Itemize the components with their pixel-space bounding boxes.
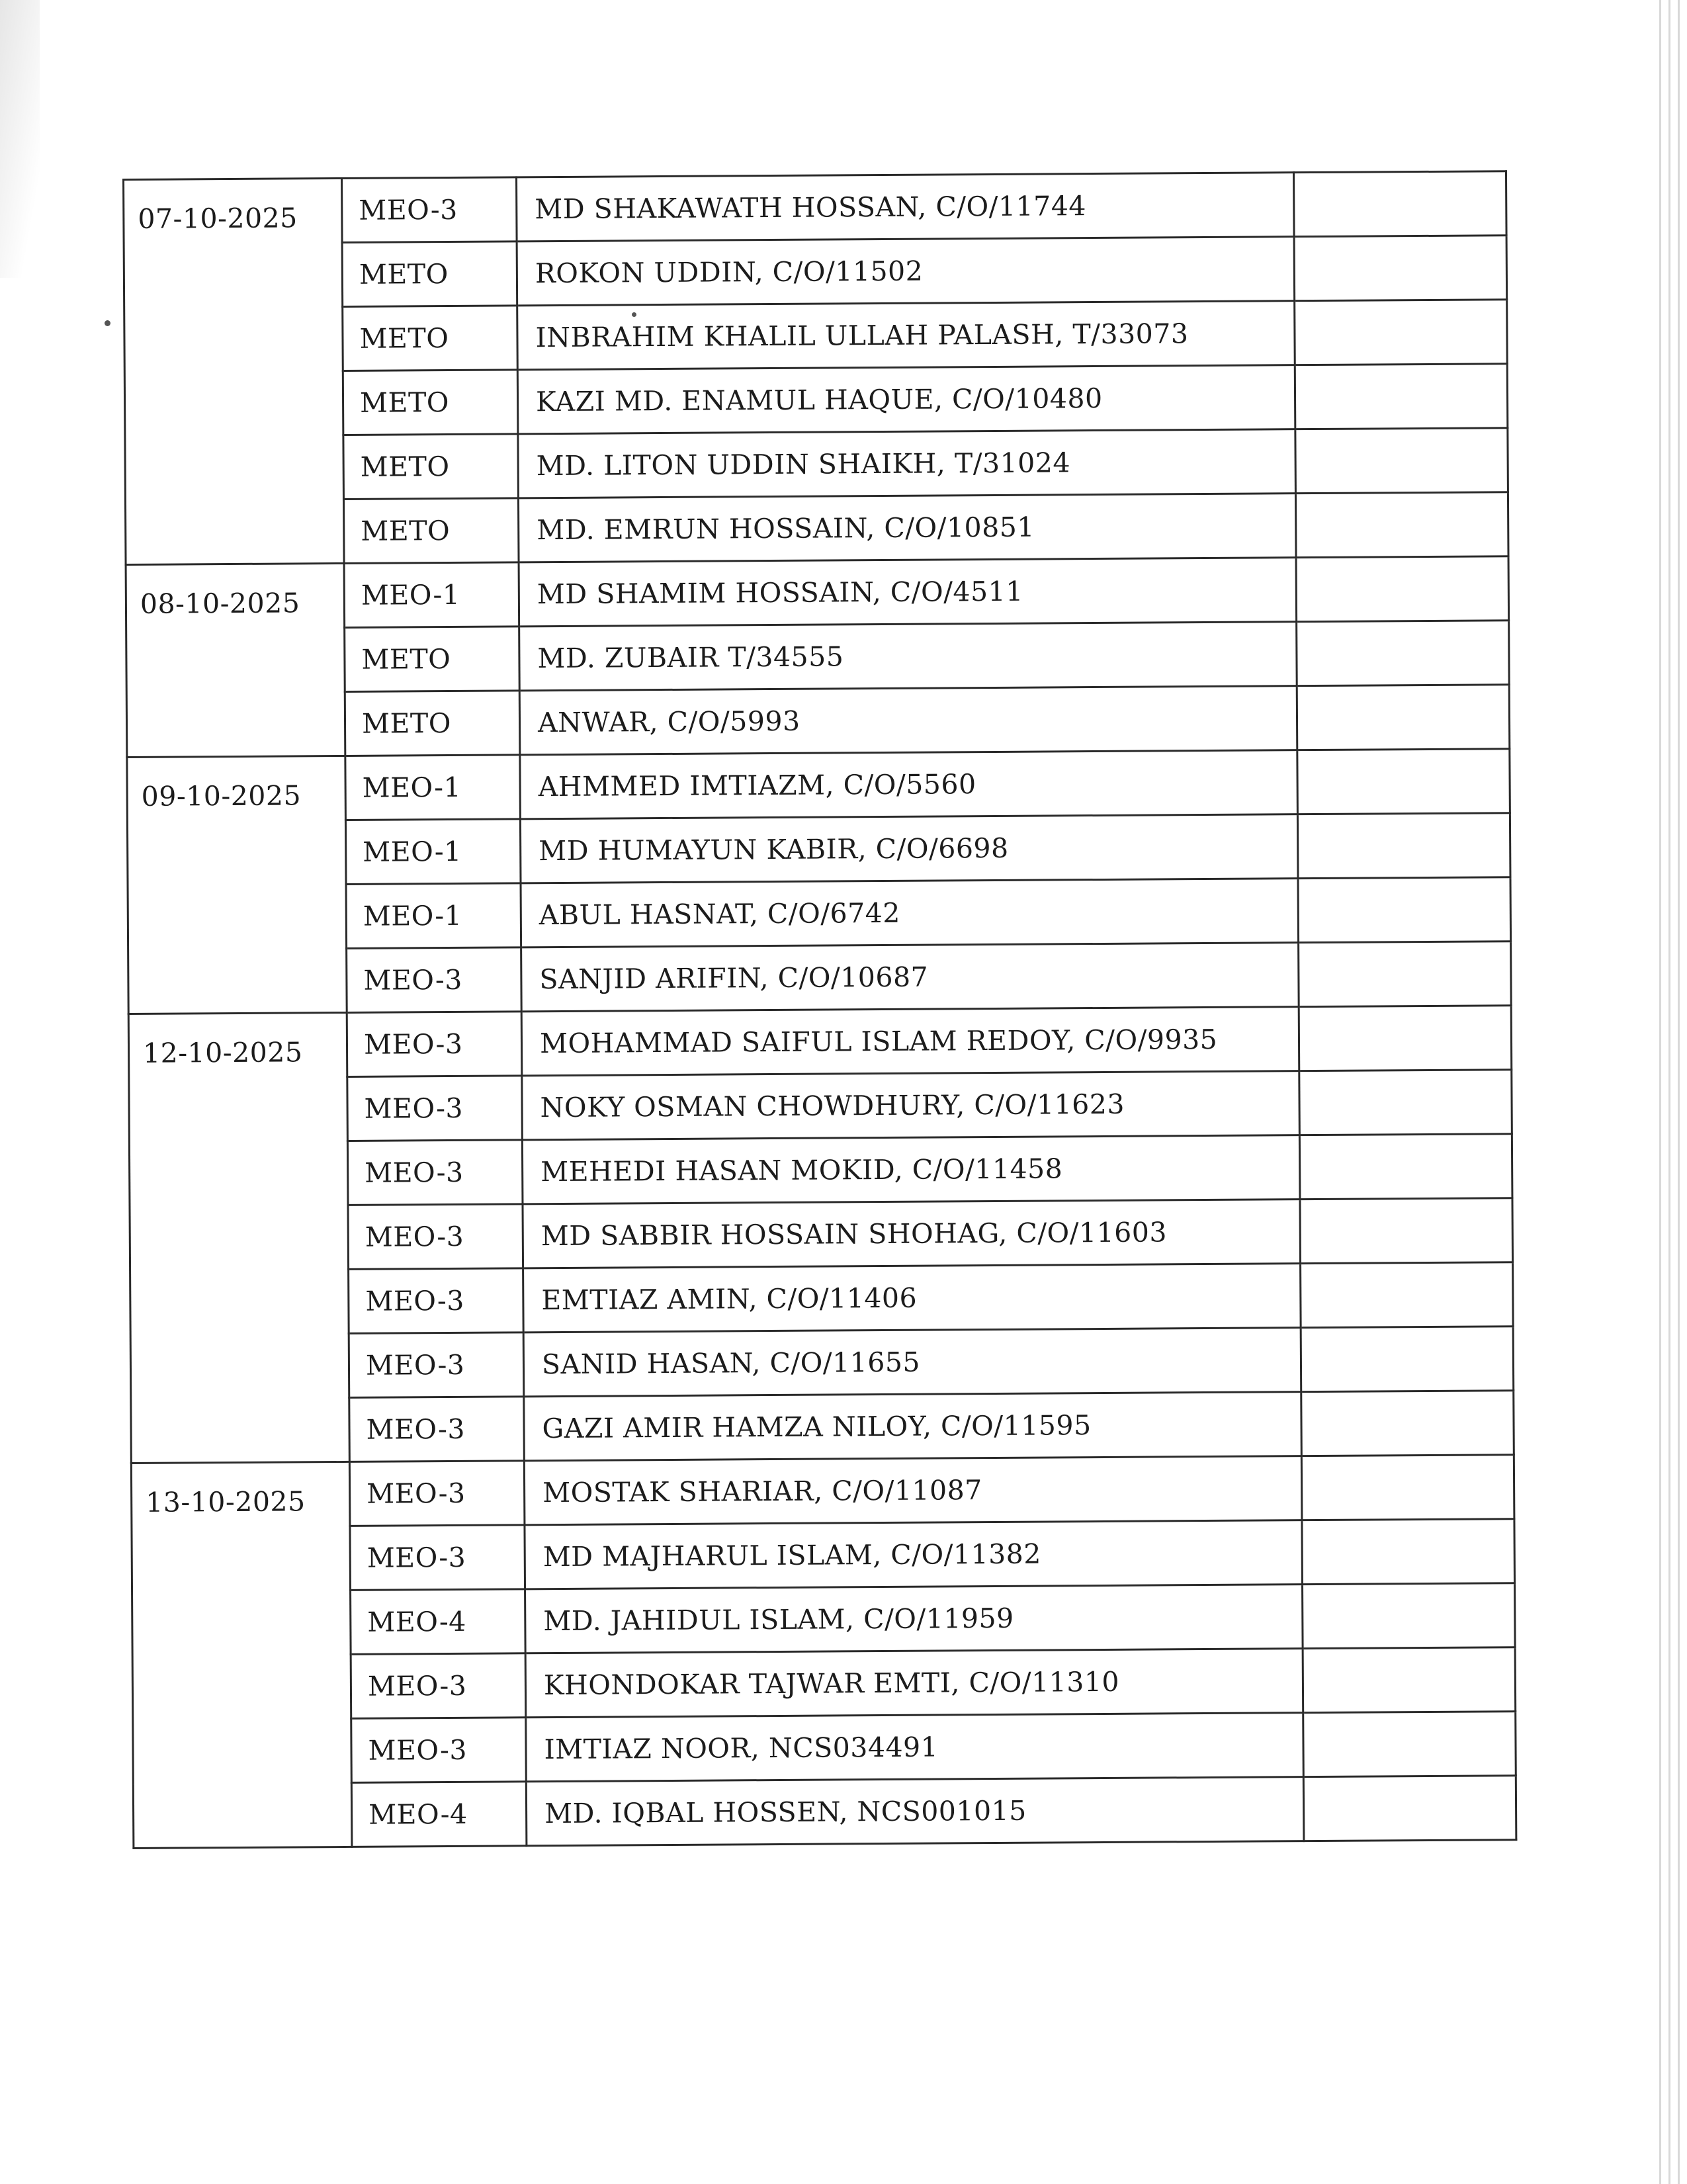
remarks-cell (1295, 364, 1508, 429)
remarks-cell (1299, 941, 1512, 1007)
officer-name-cell: MD. JAHIDUL ISLAM, C/O/11959 (525, 1585, 1303, 1653)
page-edge (1678, 0, 1680, 2184)
remarks-cell (1300, 1198, 1513, 1264)
date-cell: 09-10-2025 (127, 756, 347, 1014)
table-row (128, 1006, 1512, 1078)
designation-cell: MEO-3 (347, 947, 522, 1013)
officer-name-cell: SANJID ARIFIN, C/O/10687 (521, 943, 1299, 1012)
scan-speck (105, 320, 110, 326)
remarks-cell (1298, 877, 1511, 943)
remarks-cell (1297, 621, 1510, 686)
remarks-cell (1301, 1327, 1514, 1392)
officer-name-cell: MD. ZUBAIR T/34555 (519, 622, 1297, 691)
designation-cell: MEO-3 (350, 1525, 525, 1591)
officer-name-cell: IMTIAZ NOOR, NCS034491 (526, 1713, 1304, 1782)
remarks-cell (1301, 1391, 1514, 1456)
date-cell: 12-10-2025 (128, 1012, 349, 1463)
table-row (124, 171, 1507, 244)
officer-name-cell: EMTIAZ AMIN, C/O/11406 (523, 1264, 1301, 1332)
date-cell: 13-10-2025 (131, 1462, 352, 1848)
officer-name-cell: SANID HASAN, C/O/11655 (523, 1328, 1301, 1397)
officer-name-cell: KHONDOKAR TAJWAR EMTI, C/O/11310 (525, 1649, 1303, 1718)
officer-name-cell: KAZI MD. ENAMUL HAQUE, C/O/10480 (517, 365, 1295, 434)
officer-name-cell: MOHAMMAD SAIFUL ISLAM REDOY, C/O/9935 (521, 1007, 1299, 1076)
remarks-cell (1301, 1455, 1514, 1520)
remarks-cell (1293, 171, 1506, 237)
remarks-cell (1295, 492, 1508, 558)
officer-name-cell: MD SHAMIM HOSSAIN, C/O/4511 (519, 558, 1297, 627)
designation-cell: MEO-3 (349, 1461, 525, 1526)
officer-name-cell: MD. EMRUN HOSSAIN, C/O/10851 (518, 494, 1296, 562)
remarks-cell (1294, 236, 1507, 301)
designation-cell: MEO-1 (345, 819, 521, 885)
designation-cell: MEO-4 (351, 1589, 526, 1655)
remarks-cell (1299, 1134, 1512, 1200)
page-edge (1659, 0, 1661, 2184)
officer-name-cell: MEHEDI HASAN MOKID, C/O/11458 (522, 1135, 1300, 1204)
designation-cell: METO (343, 370, 518, 435)
remarks-cell (1302, 1519, 1515, 1585)
remarks-cell (1296, 556, 1509, 622)
designation-cell: METO (342, 241, 517, 307)
designation-cell: MEO-3 (349, 1268, 524, 1334)
officer-name-cell: ABUL HASNAT, C/O/6742 (521, 879, 1299, 947)
remarks-cell (1299, 1006, 1512, 1071)
designation-cell: MEO-1 (344, 562, 519, 628)
designation-cell: MEO-3 (342, 177, 517, 243)
officer-name-cell: MD SHAKAWATH HOSSAN, C/O/11744 (516, 173, 1294, 241)
duty-roster-table (122, 170, 1517, 1849)
officer-name-cell: GAZI AMIR HAMZA NILOY, C/O/11595 (524, 1392, 1302, 1461)
remarks-cell (1303, 1647, 1516, 1713)
officer-name-cell: ANWAR, C/O/5993 (519, 686, 1297, 755)
remarks-cell (1297, 813, 1510, 879)
officer-name-cell: MD HUMAYUN KABIR, C/O/6698 (520, 814, 1298, 883)
designation-cell: MEO-1 (345, 755, 521, 820)
designation-cell: MEO-3 (351, 1653, 526, 1719)
remarks-cell (1295, 428, 1508, 494)
designation-cell: MEO-3 (349, 1332, 524, 1398)
remarks-cell (1301, 1262, 1514, 1328)
remarks-cell (1295, 300, 1508, 365)
date-cell: 07-10-2025 (124, 178, 345, 564)
officer-name-cell: MD MAJHARUL ISLAM, C/O/11382 (525, 1520, 1303, 1589)
officer-name-cell: MD. LITON UDDIN SHAIKH, T/31024 (518, 429, 1296, 498)
remarks-cell (1299, 1070, 1512, 1135)
remarks-cell (1297, 685, 1510, 750)
roster-body (124, 171, 1516, 1849)
remarks-cell (1303, 1712, 1516, 1777)
officer-name-cell: ROKON UDDIN, C/O/11502 (517, 237, 1295, 306)
date-cell: 08-10-2025 (126, 563, 345, 757)
officer-name-cell: NOKY OSMAN CHOWDHURY, C/O/11623 (522, 1071, 1300, 1140)
designation-cell: MEO-3 (349, 1397, 525, 1462)
designation-cell: METO (343, 498, 519, 564)
designation-cell: METO (345, 627, 520, 692)
designation-cell: METO (343, 306, 518, 371)
designation-cell: MEO-4 (351, 1782, 527, 1847)
page-edge (1668, 0, 1670, 2184)
designation-cell: MEO-3 (348, 1204, 523, 1270)
table-row (126, 556, 1509, 629)
table-row (131, 1455, 1514, 1528)
table-row (127, 749, 1510, 822)
officer-name-cell: AHMMED IMTIAZM, C/O/5560 (520, 750, 1298, 819)
remarks-cell (1303, 1776, 1516, 1841)
officer-name-cell: INBRAHIM KHALIL ULLAH PALASH, T/33073 (517, 301, 1295, 370)
officer-name-cell: MD SABBIR HOSSAIN SHOHAG, C/O/11603 (523, 1200, 1301, 1268)
designation-cell: METO (345, 691, 520, 756)
remarks-cell (1297, 749, 1510, 814)
remarks-cell (1303, 1583, 1516, 1649)
designation-cell: MEO-3 (347, 1012, 522, 1077)
designation-cell: MEO-3 (347, 1140, 523, 1205)
designation-cell: METO (343, 434, 519, 500)
page-fold-shadow (0, 0, 40, 278)
designation-cell: MEO-3 (347, 1076, 523, 1141)
officer-name-cell: MD. IQBAL HOSSEN, NCS001015 (526, 1777, 1304, 1846)
designation-cell: MEO-3 (351, 1718, 527, 1783)
officer-name-cell: MOSTAK SHARIAR, C/O/11087 (524, 1456, 1302, 1525)
designation-cell: MEO-1 (346, 883, 521, 949)
